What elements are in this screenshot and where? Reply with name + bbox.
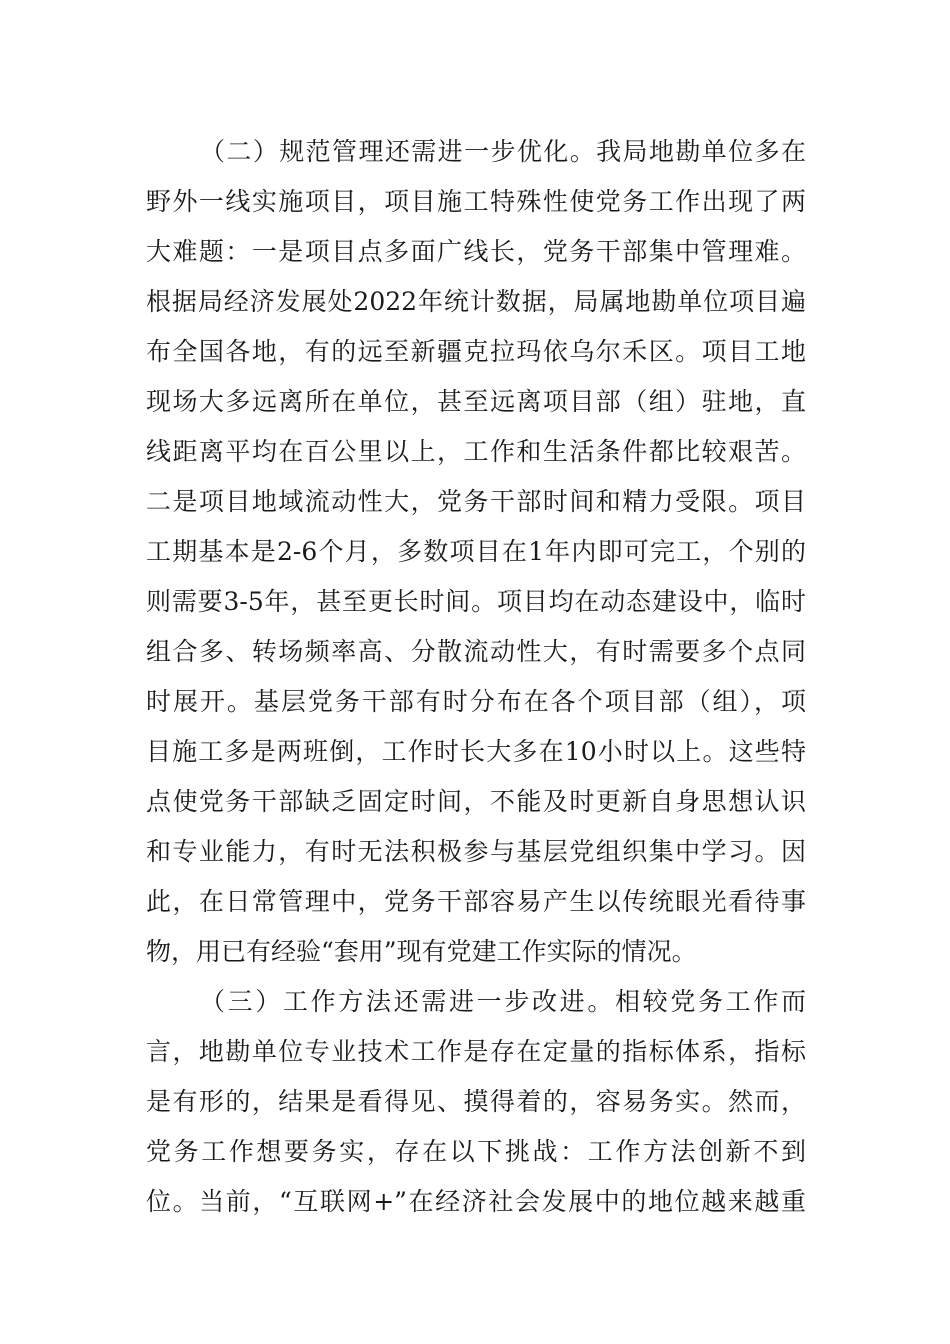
paragraph-line: 目施工多是两班倒，工作时长大多在10小时以上。这些特 <box>146 737 806 766</box>
paragraph-line: 现场大多远离所在单位，甚至远离项目部（组）驻地，直 <box>146 387 806 416</box>
paragraph-line: 是有形的，结果是看得见、摸得着的，容易务实。然而， <box>146 1087 806 1116</box>
paragraph-line: 言，地勘单位专业技术工作是存在定量的指标体系，指标 <box>146 1037 806 1066</box>
paragraph-line: 物，用已有经验“套用”现有党建工作实际的情况。 <box>146 937 697 966</box>
paragraph-line: 野外一线实施项目，项目施工特殊性使党务工作出现了两 <box>146 187 806 216</box>
paragraph-line: 时展开。基层党务干部有时分布在各个项目部（组），项 <box>146 687 806 716</box>
paragraph-line: （三）工作方法还需进一步改进。相较党务工作而 <box>200 987 806 1016</box>
paragraph-line: 布全国各地，有的远至新疆克拉玛依乌尔禾区。项目工地 <box>146 337 806 366</box>
paragraph-line: 线距离平均在百公里以上，工作和生活条件都比较艰苦。 <box>146 437 806 466</box>
paragraph-line: 位。当前，“互联网+”在经济社会发展中的地位越来越重 <box>146 1187 806 1216</box>
paragraph-line: 组合多、转场频率高、分散流动性大，有时需要多个点同 <box>146 637 806 666</box>
paragraph-line: 则需要3-5年，甚至更长时间。项目均在动态建设中，临时 <box>146 587 806 616</box>
paragraph-line: 二是项目地域流动性大，党务干部时间和精力受限。项目 <box>146 487 806 516</box>
paragraph-line: 点使党务干部缺乏固定时间，不能及时更新自身思想认识 <box>146 787 806 816</box>
paragraph-line: 和专业能力，有时无法积极参与基层党组织集中学习。因 <box>146 837 806 866</box>
paragraph-line: （二）规范管理还需进一步优化。我局地勘单位多在 <box>200 137 806 166</box>
paragraph-line: 党务工作想要务实，存在以下挑战：工作方法创新不到 <box>146 1137 806 1166</box>
paragraph-line: 工期基本是2-6个月，多数项目在1年内即可完工，个别的 <box>146 537 806 566</box>
paragraph-line: 根据局经济发展处2022年统计数据，局属地勘单位项目遍 <box>146 287 806 316</box>
paragraph-line: 此，在日常管理中，党务干部容易产生以传统眼光看待事 <box>146 887 806 916</box>
paragraph-line: 大难题：一是项目点多面广线长，党务干部集中管理难。 <box>146 237 806 266</box>
